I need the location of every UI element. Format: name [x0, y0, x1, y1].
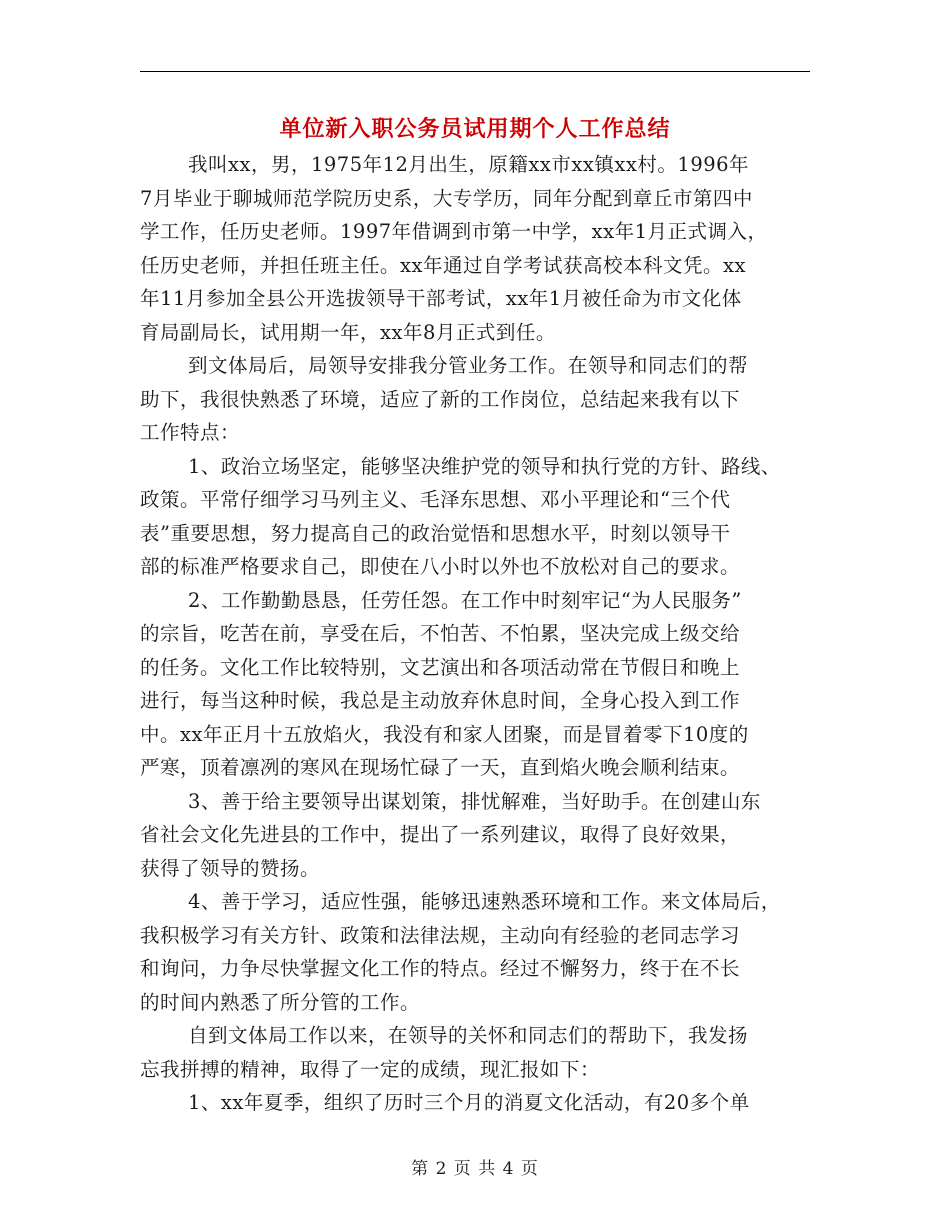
page-footer: 第 2 页 共 4 页 [411, 1159, 539, 1179]
text-line: 的宗旨，吃苦在前，享受在后，不怕苦、不怕累，坚决完成上级交给 [140, 622, 741, 645]
text-line: 政策。平常仔细学习马列主义、毛泽东思想、邓小平理论和“三个代 [140, 488, 731, 511]
text-line: 育局副局长，试用期一年，xx年8月正式到任。 [140, 320, 556, 344]
document-body [140, 148, 820, 1120]
text-line: 严寒，顶着凛冽的寒风在现场忙碌了一天，直到焰火晚会顺利结束。 [140, 756, 741, 779]
text-line: 省社会文化先进县的工作中，提出了一系列建议，取得了良好效果， [140, 823, 741, 846]
text-line: 获得了领导的赞扬。 [140, 856, 321, 880]
text-line: 部的标准严格要求自己，即使在八小时以外也不放松对自己的要求。 [140, 555, 741, 578]
text-line: 任历史老师，并担任班主任。xx年通过自学考试获高校本科文凭。xx [140, 253, 746, 277]
text-line: 我积极学习有关方针、政策和法律法规，主动向有经验的老同志学习 [140, 923, 741, 947]
text-line: 2、工作勤勤恳恳，任劳任怨。在工作中时刻牢记“为人民服务” [188, 588, 742, 612]
text-line: 和询问，力争尽快掌握文化工作的特点。经过不懈努力，终于在不长 [140, 957, 741, 980]
text-line: 年11月参加全县公开选拔领导干部考试，xx年1月被任命为市文化体 [140, 287, 742, 310]
text-line: 到文体局后，局领导安排我分管业务工作。在领导和同志们的帮 [188, 354, 749, 377]
text-line: 我叫xx，男，1975年12月出生，原籍xx市xx镇xx村。1996年 [188, 153, 750, 176]
text-line: 助下，我很快熟悉了环境，适应了新的工作岗位，总结起来我有以下 [140, 387, 741, 411]
text-line: 进行，每当这种时候，我总是主动放弃休息时间，全身心投入到工作 [140, 689, 741, 712]
text-line: 自到文体局工作以来，在领导的关怀和同志们的帮助下，我发扬 [188, 1024, 749, 1047]
text-line: 中。xx年正月十五放焰火，我没有和家人团聚，而是冒着零下10度的 [140, 722, 749, 746]
text-line: 学工作，任历史老师。1997年借调到市第一中学，xx年1月正式调入， [140, 220, 768, 243]
text-line: 1、xx年夏季，组织了历时三个月的消夏文化活动，有20多个单 [188, 1091, 750, 1114]
text-line: 7月毕业于聊城师范学院历史系，大专学历，同年分配到章丘市第四中 [140, 186, 753, 210]
text-line: 4、善于学习，适应性强，能够迅速熟悉环境和工作。来文体局后， [188, 890, 781, 913]
text-line: 的时间内熟悉了所分管的工作。 [140, 990, 421, 1014]
text-line: 3、善于给主要领导出谋划策，排忧解难，当好助手。在创建山东 [188, 789, 761, 813]
text-line: 忘我拼搏的精神，取得了一定的成绩，现汇报如下： [140, 1057, 601, 1081]
header-rule [140, 71, 810, 72]
document-title: 单位新入职公务员试用期个人工作总结 [279, 116, 671, 142]
text-line: 的任务。文化工作比较特别，文艺演出和各项活动常在节假日和晚上 [140, 655, 741, 679]
text-line: 工作特点： [140, 421, 241, 444]
text-line: 1、政治立场坚定，能够坚决维护党的领导和执行党的方针、路线、 [188, 454, 781, 478]
text-line: 表”重要思想，努力提高自己的政治觉悟和思想水平，时刻以领导干 [140, 521, 731, 545]
